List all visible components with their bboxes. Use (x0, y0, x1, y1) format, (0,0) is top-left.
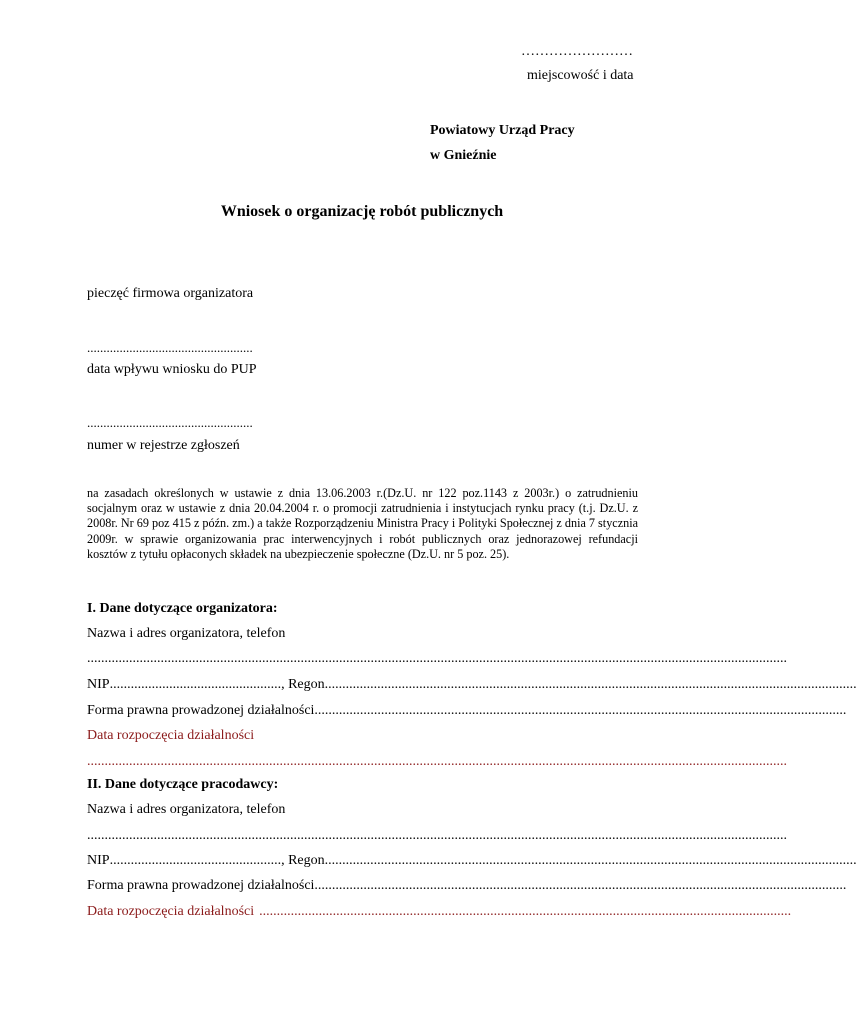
legal-form-label: Forma prawna prowadzonej działalności (87, 878, 315, 893)
start-date-label: Data rozpoczęcia działalności (87, 904, 255, 919)
section1-nip-regon-row[interactable] (87, 677, 857, 693)
legal-form-field[interactable]: ........................................................................................................................................................ (314, 878, 847, 893)
recipient-line2: w Gnieźnie (430, 148, 497, 163)
regon-field[interactable]: ........................................................................................................................................................ (324, 853, 857, 868)
regon-label: , Regon (281, 677, 325, 692)
section1-start-date-field[interactable] (87, 754, 787, 770)
place-date-dots[interactable]: …………………… (521, 44, 633, 59)
recipient-line1: Powiatowy Urząd Pracy (430, 123, 575, 138)
section1-legal-form-row[interactable] (87, 703, 847, 719)
section2-legal-form-row[interactable] (87, 878, 847, 894)
section2-start-date-row[interactable] (87, 904, 792, 920)
section1-start-date-label: Data rozpoczęcia działalności (87, 728, 255, 743)
legal-form-field[interactable]: ........................................................................................................................................................ (314, 703, 847, 718)
dot-leader: ........................................................................................................................................................................................................ (87, 828, 787, 843)
nip-label: NIP (87, 677, 110, 692)
receipt-label: data wpływu wniosku do PUP (87, 362, 257, 377)
nip-field[interactable]: ................................................. (109, 677, 282, 692)
regon-field[interactable]: ........................................................................................................................................................ (324, 677, 857, 692)
nip-label: NIP (87, 853, 110, 868)
receipt-dots[interactable]: ................................................... (87, 340, 253, 355)
dot-leader: ........................................................................................................................................................................................................ (87, 651, 787, 666)
legal-basis-paragraph: na zasadach określonych w ustawie z dnia 13.06.2003 r.(Dz.U. nr 122 poz.1143 z 2003r.) o zatrudnieniu socjalnym oraz w ustawie z dnia 20.04.2004 r. o promocji zatrudnienia i instytucjach rynku pracy (t.j. Dz.U. z 2008r. Nr 69 poz 415 z późn. zm.) a także Rozporządzeniu Ministra Pracy i Polityki Społecznej z dnia 7 stycznia 2009r. w sprawie organizowania prac interwencyjnych i robót publicznych oraz jednorazowej refundacji kosztów z tytułu opłaconych składek na ubezpieczenie społeczne (Dz.U. nr 5 poz. 25). (87, 486, 638, 561)
place-date-label: miejscowość i data (527, 68, 634, 83)
stamp-label: pieczęć firmowa organizatora (87, 286, 254, 301)
section2-name-label: Nazwa i adres organizatora, telefon (87, 802, 286, 817)
section2-name-field[interactable] (87, 828, 787, 844)
start-date-field[interactable]: ........................................................................................................................................................ (259, 904, 792, 919)
register-label: numer w rejestrze zgłoszeń (87, 438, 240, 453)
register-dots[interactable]: ................................................... (87, 415, 253, 430)
dot-leader: ........................................................................................................................................................................................................ (87, 754, 787, 769)
nip-field[interactable]: ................................................. (109, 853, 282, 868)
legal-form-label: Forma prawna prowadzonej działalności (87, 703, 315, 718)
regon-label: , Regon (281, 853, 325, 868)
document-title: Wniosek o organizację robót publicznych (220, 203, 504, 220)
section1-name-field[interactable] (87, 651, 787, 667)
section1-heading: I. Dane dotyczące organizatora: (87, 601, 278, 616)
section1-name-label: Nazwa i adres organizatora, telefon (87, 626, 286, 641)
section2-nip-regon-row[interactable] (87, 853, 857, 869)
section2-heading: II. Dane dotyczące pracodawcy: (87, 777, 279, 792)
